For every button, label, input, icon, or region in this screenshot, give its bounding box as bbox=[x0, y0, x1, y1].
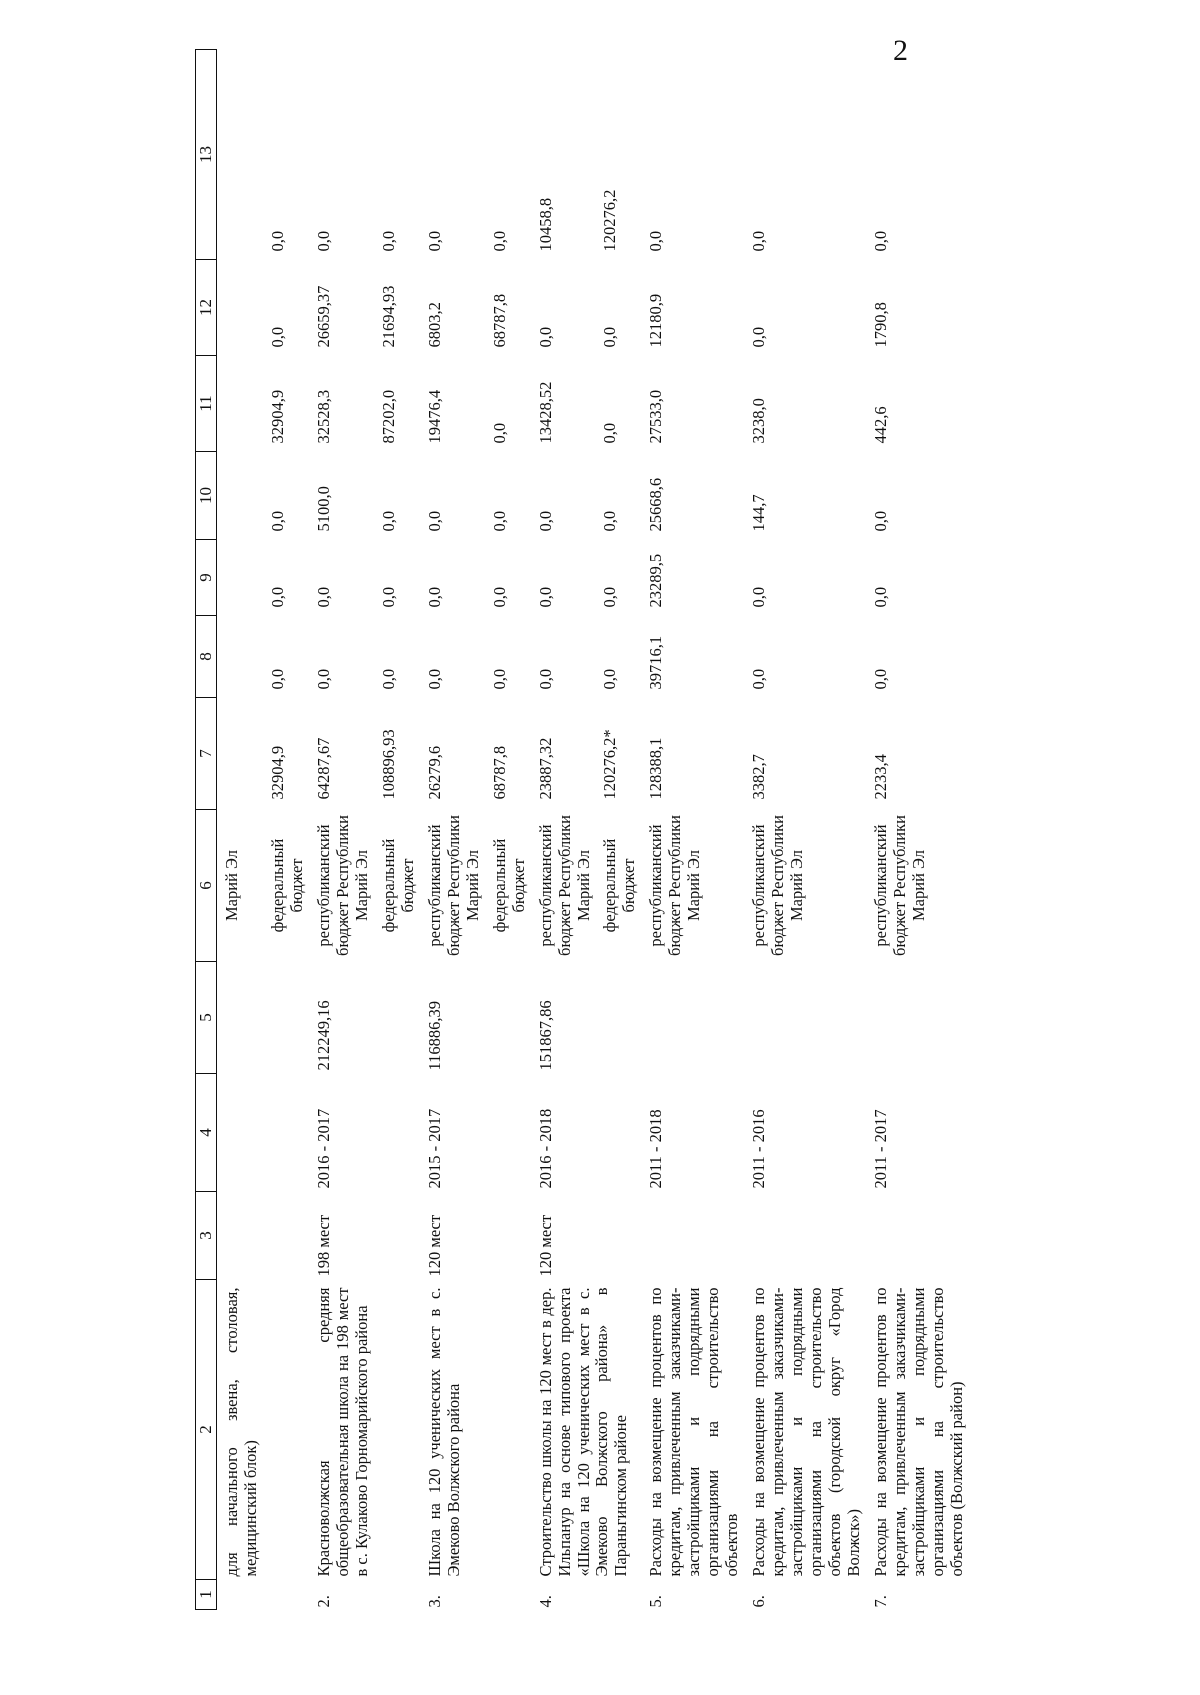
table-row bbox=[641, 50, 744, 1610]
cell-value: 64287,67 bbox=[313, 737, 333, 800]
budget-source: федеральный бюджет bbox=[600, 838, 639, 933]
budget-source: республиканский бюджет Республики Марий Эл bbox=[313, 815, 371, 956]
col-header-3: 3 bbox=[196, 1192, 217, 1280]
row-description: Расходы на возмещение процентов по кредитам, привлеченным заказчиками-застройщиками и подрядными организациями на строительство объектов bbox=[646, 1287, 742, 1577]
cell-value: 0,0 bbox=[378, 586, 398, 608]
row-number: 5. bbox=[646, 1595, 666, 1608]
cell-value: 0,0 bbox=[749, 668, 769, 690]
cell-value: 0,0 bbox=[489, 230, 509, 252]
cell-value: 39716,1 bbox=[646, 635, 666, 690]
table-row bbox=[420, 50, 485, 1610]
row-description: Красноволжская средняя общеобразовательная школа на 198 мест в с. Кулаково Горномарийского района bbox=[313, 1287, 371, 1577]
cell-value: 10458,8 bbox=[535, 197, 555, 252]
col-header-7: 7 bbox=[196, 698, 217, 810]
period: 2016 - 2018 bbox=[535, 1108, 555, 1189]
header-row bbox=[196, 50, 217, 1610]
cell-value: 0,0 bbox=[267, 326, 287, 348]
cell-value: 0,0 bbox=[489, 586, 509, 608]
cell-value: 0,0 bbox=[535, 510, 555, 532]
row-number: 7. bbox=[871, 1595, 891, 1608]
capacity bbox=[744, 1192, 866, 1280]
cell-value: 0,0 bbox=[871, 668, 891, 690]
budget-source: республиканский бюджет Республики Марий Эл bbox=[424, 815, 482, 956]
row-number: 3. bbox=[424, 1595, 444, 1608]
capacity bbox=[641, 1192, 744, 1280]
cell-value: 0,0 bbox=[535, 586, 555, 608]
row-description: Расходы на возмещение процентов по кредитам, привлеченным заказчиками-застройщиками и подрядными организациями на строительство объектов (городской округ «Город Волжск») bbox=[749, 1287, 864, 1577]
row-number: 6. bbox=[749, 1595, 769, 1608]
budget-source: Марий Эл bbox=[222, 850, 241, 921]
budget-source: федеральный бюджет bbox=[267, 838, 306, 933]
cell-value: 26659,37 bbox=[313, 285, 333, 348]
cell-value: 0,0 bbox=[267, 668, 287, 690]
cell-value: 32904,9 bbox=[267, 745, 287, 800]
cell-value: 0,0 bbox=[749, 230, 769, 252]
cell-value: 19476,4 bbox=[424, 389, 444, 444]
cell-value: 1790,8 bbox=[871, 302, 891, 348]
cell-value: 0,0 bbox=[871, 230, 891, 252]
cell-value: 68787,8 bbox=[489, 293, 509, 348]
cell-value: 87202,0 bbox=[378, 389, 398, 444]
cell-value: 0,0 bbox=[424, 586, 444, 608]
col-header-5: 5 bbox=[196, 962, 217, 1074]
col-header-10: 10 bbox=[196, 452, 217, 540]
budget-source: республиканский бюджет Республики Марий Эл bbox=[535, 815, 593, 956]
table-row bbox=[217, 50, 263, 1610]
cell-value: 27533,0 bbox=[646, 389, 666, 444]
cell-value: 0,0 bbox=[749, 326, 769, 348]
cell-value: 442,6 bbox=[871, 406, 891, 444]
table-row bbox=[744, 50, 866, 1610]
row-description: Строительство школы на 120 мест в дер. Ильпанур на основе типового проекта «Школа на 120 ученических мест в с. Эмеково Волжского района» в Параньгинском районе bbox=[535, 1287, 631, 1577]
cell-value: 6803,2 bbox=[424, 302, 444, 348]
cell-value: 0,0 bbox=[313, 230, 333, 252]
cell-value: 68787,8 bbox=[489, 745, 509, 800]
row-number: 2. bbox=[313, 1595, 333, 1608]
total-cost: 151867,86 bbox=[535, 1000, 555, 1071]
cell-value: 120276,2* bbox=[600, 729, 620, 800]
cell-value: 3238,0 bbox=[749, 398, 769, 444]
period: 2011 - 2018 bbox=[646, 1109, 666, 1189]
capacity bbox=[866, 1192, 969, 1280]
table-row bbox=[866, 50, 969, 1610]
cell-value: 0,0 bbox=[749, 586, 769, 608]
cell-value: 0,0 bbox=[871, 510, 891, 532]
row-description: Расходы на возмещение процентов по кредитам, привлеченным заказчиками-застройщиками и подрядными организациями на строительство объектов (Волжский район) bbox=[871, 1287, 966, 1577]
row-number: 4. bbox=[535, 1595, 555, 1608]
rotated-table-container bbox=[195, 50, 966, 1610]
cell-value: 0,0 bbox=[267, 510, 287, 532]
cell-value: 144,7 bbox=[749, 494, 769, 532]
cell-value: 0,0 bbox=[489, 510, 509, 532]
cell-value: 12180,9 bbox=[646, 293, 666, 348]
capacity: 120 мест bbox=[424, 1214, 444, 1277]
cell-value: 5100,0 bbox=[313, 486, 333, 532]
col-header-11: 11 bbox=[196, 356, 217, 452]
cell-value: 0,0 bbox=[600, 326, 620, 348]
col-header-1: 1 bbox=[196, 1580, 217, 1610]
cell-value: 128388,1 bbox=[646, 737, 666, 800]
cell-value: 21694,93 bbox=[378, 285, 398, 348]
period: 2015 - 2017 bbox=[424, 1108, 444, 1189]
budget-source: республиканский бюджет Республики Марий Эл bbox=[646, 815, 704, 956]
col-header-2: 2 bbox=[196, 1280, 217, 1580]
cell-value: 0,0 bbox=[535, 668, 555, 690]
cell-value: 0,0 bbox=[313, 668, 333, 690]
col-header-12: 12 bbox=[196, 260, 217, 356]
cell-value: 26279,6 bbox=[424, 745, 444, 800]
col-header-8: 8 bbox=[196, 616, 217, 698]
cell-value: 0,0 bbox=[489, 668, 509, 690]
capacity: 120 мест bbox=[535, 1214, 555, 1277]
cell-value: 0,0 bbox=[600, 668, 620, 690]
cell-value: 0,0 bbox=[378, 668, 398, 690]
cell-value: 108896,93 bbox=[378, 729, 398, 800]
cell-value: 0,0 bbox=[489, 422, 509, 444]
capacity: 198 мест bbox=[313, 1214, 333, 1277]
cell-value: 32904,9 bbox=[267, 389, 287, 444]
budget-source: республиканский бюджет Республики Марий Эл bbox=[749, 815, 807, 956]
page-number: 2 bbox=[893, 34, 908, 67]
row-description: Школа на 120 ученических мест в с. Эмеково Волжского района bbox=[424, 1287, 463, 1577]
col-header-4: 4 bbox=[196, 1074, 217, 1192]
cell-value: 23887,32 bbox=[535, 737, 555, 800]
cell-value: 0,0 bbox=[267, 586, 287, 608]
budget-source: федеральный бюджет bbox=[378, 838, 417, 933]
cell-value: 13428,52 bbox=[535, 381, 555, 444]
cell-value: 0,0 bbox=[267, 230, 287, 252]
table-row bbox=[263, 50, 309, 1610]
budget-source: республиканский бюджет Республики Марий Эл bbox=[871, 815, 928, 956]
total-cost bbox=[641, 962, 744, 1074]
total-cost bbox=[866, 962, 969, 1074]
cell-value: 0,0 bbox=[378, 230, 398, 252]
cell-value: 0,0 bbox=[646, 230, 666, 252]
cell-value: 0,0 bbox=[424, 510, 444, 532]
total-cost: 116886,39 bbox=[424, 1000, 444, 1071]
col-header-6: 6 bbox=[196, 810, 217, 962]
col-header-13: 13 bbox=[196, 50, 217, 260]
cell-value: 2233,4 bbox=[871, 754, 891, 800]
col-header-9: 9 bbox=[196, 540, 217, 616]
cell-value: 0,0 bbox=[600, 422, 620, 444]
period: 2011 - 2016 bbox=[749, 1109, 769, 1189]
cell-value: 25668,6 bbox=[646, 477, 666, 532]
cell-value: 3382,7 bbox=[749, 754, 769, 800]
cell-value: 0,0 bbox=[871, 586, 891, 608]
row-description: для начального звена, столовая, медицинский блок) bbox=[222, 1287, 260, 1577]
cell-value: 0,0 bbox=[378, 510, 398, 532]
total-cost bbox=[744, 962, 866, 1074]
cell-value: 23289,5 bbox=[646, 553, 666, 608]
cell-value: 0,0 bbox=[424, 668, 444, 690]
cell-value: 0,0 bbox=[424, 230, 444, 252]
cell-value: 0,0 bbox=[313, 586, 333, 608]
table-row bbox=[309, 50, 374, 1610]
period: 2016 - 2017 bbox=[313, 1108, 333, 1189]
cell-value: 0,0 bbox=[600, 586, 620, 608]
period: 2011 - 2017 bbox=[871, 1109, 891, 1189]
cell-value: 0,0 bbox=[600, 510, 620, 532]
table-row bbox=[531, 50, 596, 1610]
cell-value: 120276,2 bbox=[600, 189, 620, 252]
budget-source: федеральный бюджет bbox=[489, 838, 528, 933]
budget-table bbox=[195, 49, 969, 1610]
cell-value: 0,0 bbox=[535, 326, 555, 348]
total-cost: 212249,16 bbox=[313, 1000, 333, 1071]
cell-value: 32528,3 bbox=[313, 389, 333, 444]
